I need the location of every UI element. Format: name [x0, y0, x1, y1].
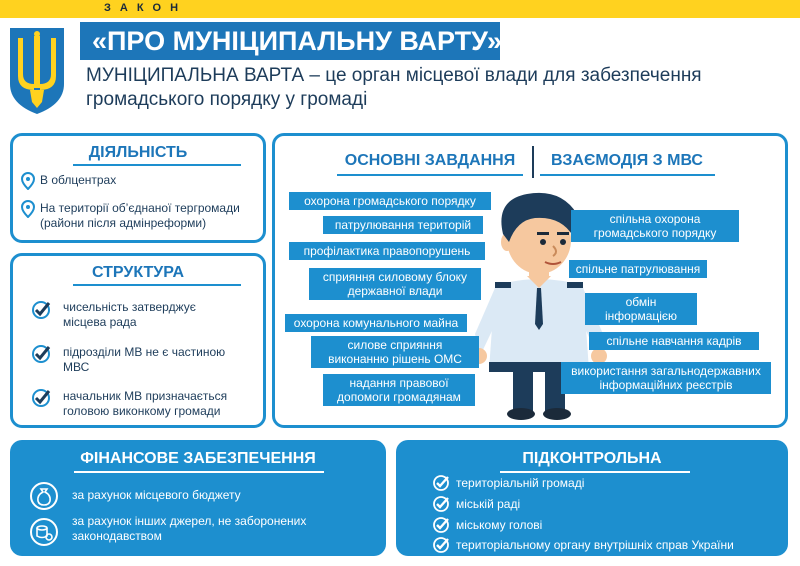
location-pin-icon: [21, 172, 35, 190]
white-check-icon: [432, 495, 450, 513]
task-item: профілактика правопорушень: [289, 242, 485, 260]
tasks-panel: [272, 133, 788, 428]
page-title: «ПРО МУНІЦИПАЛЬНУ ВАРТУ»: [80, 22, 500, 60]
check-circle-icon: [31, 344, 51, 364]
control-title: ПІДКОНТРОЛЬНА: [522, 450, 662, 467]
activity-item: В облцентрах: [40, 173, 117, 187]
check-circle-icon: [31, 300, 51, 320]
structure-item: чисельність затверджує місцева рада: [63, 300, 196, 329]
page-subtitle: МУНІЦИПАЛЬНА ВАРТА – це орган місцевої влади для забезпечення громадського порядку у громаді: [86, 65, 702, 110]
interaction-item: спільне навчання кадрів: [589, 332, 759, 350]
control-item: територіальному органу внутрішніх справ України: [456, 538, 734, 552]
activity-panel: [10, 133, 266, 243]
trident-emblem-icon: [6, 24, 68, 116]
finance-divider: [74, 471, 324, 473]
control-item: міській раді: [456, 497, 521, 511]
structure-divider: [73, 284, 241, 286]
titles-separator: [532, 146, 534, 178]
task-item: охорона комунального майна: [285, 314, 467, 332]
white-check-icon: [432, 536, 450, 554]
control-panel: [396, 440, 788, 556]
finance-item: за рахунок місцевого бюджету: [72, 488, 241, 502]
interaction-item: спільна охорона громадського порядку: [571, 210, 739, 242]
interaction-item: обмін інформацією: [585, 293, 697, 325]
top-bar: [0, 0, 800, 18]
control-item: територіальній громаді: [456, 476, 585, 490]
structure-item: начальник МВ призначається головою виконкому громади: [63, 389, 228, 418]
task-item: сприяння силовому блоку державної влади: [309, 268, 481, 300]
task-item: силове сприяння виконанню рішень ОМС: [311, 336, 479, 368]
activity-title: ДІЯЛЬНІСТЬ: [88, 144, 188, 161]
law-label: ЗАКОН: [104, 2, 188, 14]
control-item: міському голові: [456, 518, 543, 532]
interaction-title: ВЗАЄМОДІЯ З МВС: [551, 152, 703, 169]
white-check-icon: [432, 474, 450, 492]
interaction-item: використання загальнодержавних інформаційних реєстрів: [561, 362, 771, 394]
task-item: патрулювання територій: [323, 216, 483, 234]
white-check-icon: [432, 516, 450, 534]
tasks-divider: [337, 174, 523, 176]
finance-title: ФІНАНСОВЕ ЗАБЕЗПЕЧЕННЯ: [80, 450, 316, 467]
coins-icon: [30, 518, 58, 546]
check-circle-icon: [31, 388, 51, 408]
finance-item: за рахунок інших джерел, не заборонених законодавством: [72, 514, 307, 543]
task-item: надання правової допомоги громадянам: [323, 374, 475, 406]
structure-item: підрозділи МВ не є частиною МВС: [63, 345, 226, 374]
structure-panel: [10, 253, 266, 428]
control-divider: [500, 471, 690, 473]
activity-item: На території об’єднаної тергромади (райони після адмінреформи): [40, 201, 240, 230]
tasks-title: ОСНОВНІ ЗАВДАННЯ: [344, 152, 516, 169]
interaction-item: спільне патрулювання: [569, 260, 707, 278]
money-bag-icon: [30, 482, 58, 510]
finance-panel: [10, 440, 386, 556]
activity-divider: [73, 164, 241, 166]
task-item: охорона громадського порядку: [289, 192, 491, 210]
structure-title: СТРУКТУРА: [91, 264, 185, 281]
interaction-divider: [540, 174, 715, 176]
location-pin-icon: [21, 200, 35, 218]
